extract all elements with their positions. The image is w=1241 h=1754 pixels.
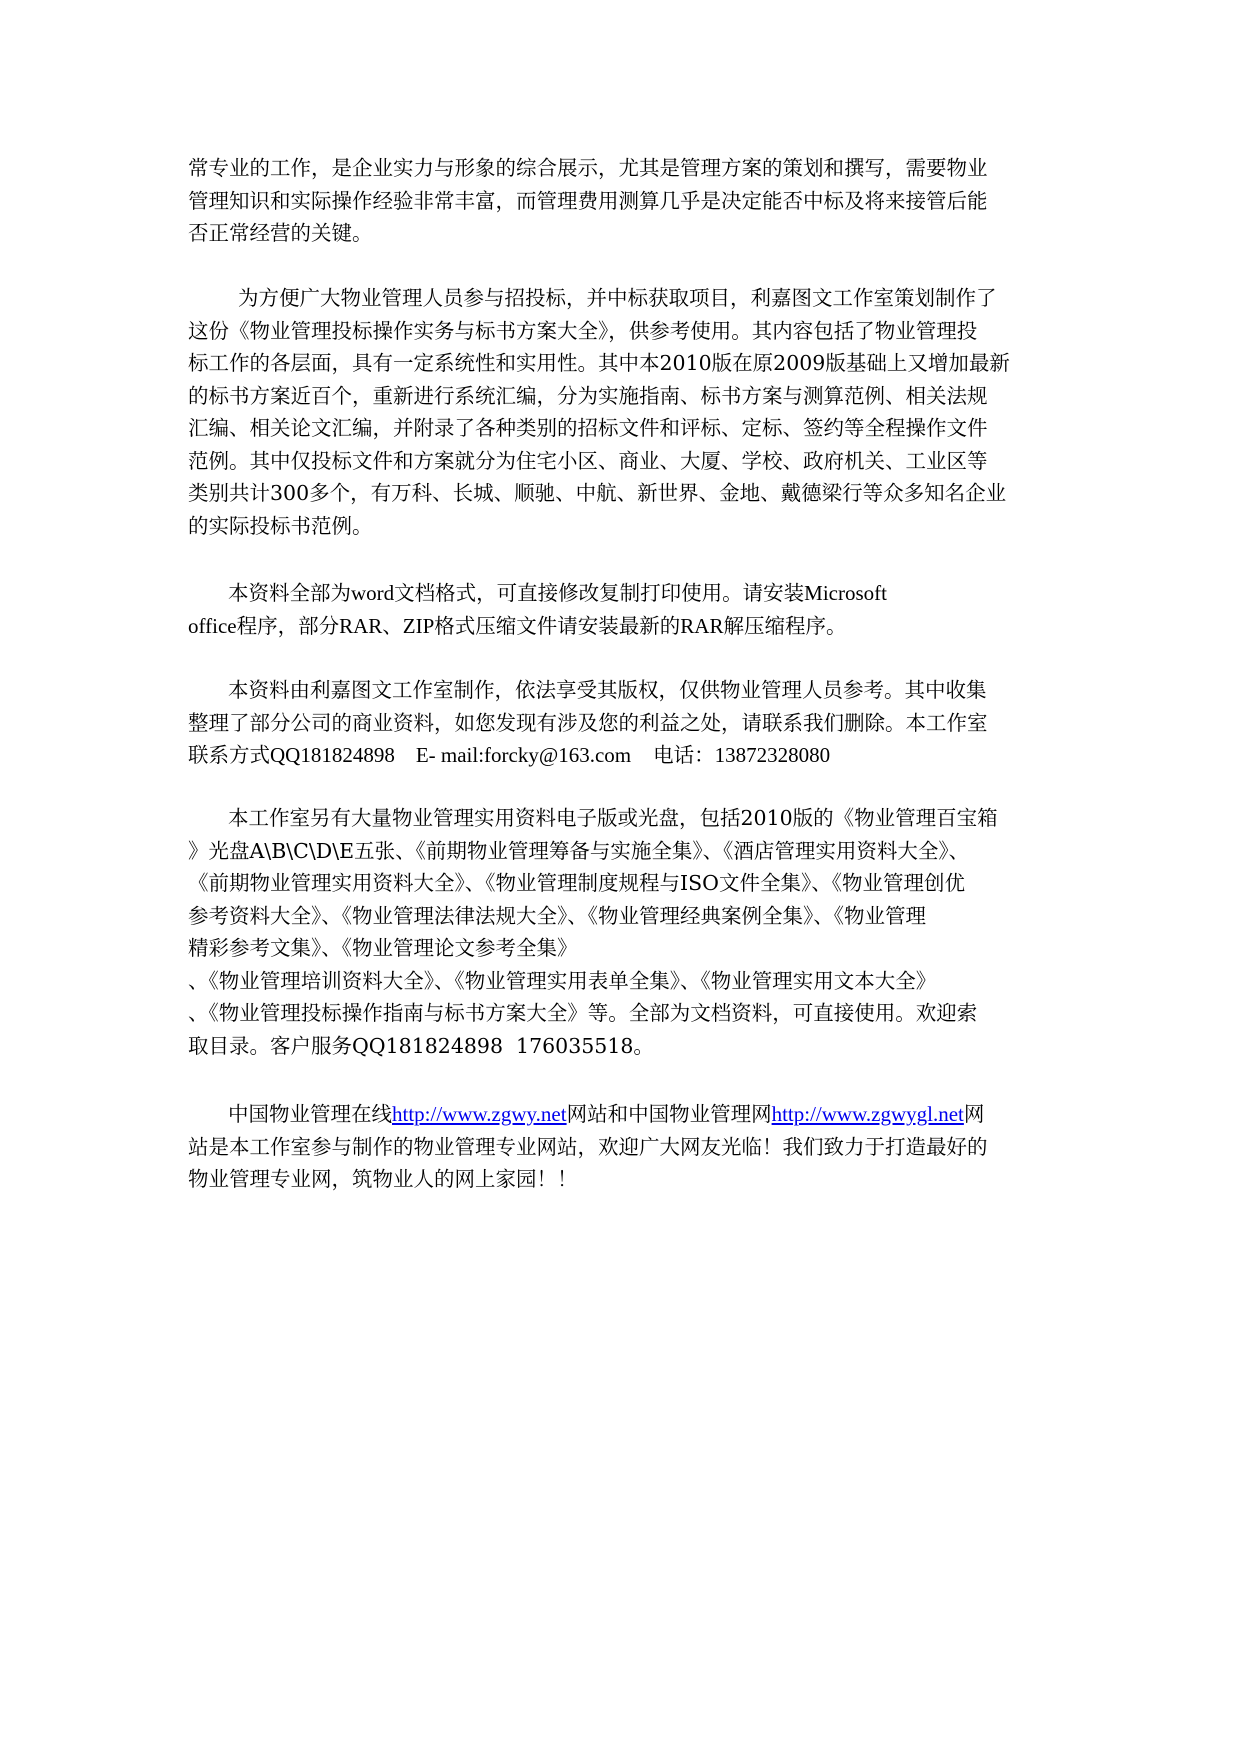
- text-line: 标工作的各层面，具有一定系统性和实用性。其中本2010版在原2009版基础上又增加最新: [188, 351, 1010, 375]
- text-line: 》光盘A\B\C\D\E五张、《前期物业管理筹备与实施全集》、《酒店管理实用资料大全》、: [188, 838, 970, 863]
- text-line: 常专业的工作，是企业实力与形象的综合展示，尤其是管理方案的策划和撰写，需要物业: [188, 156, 988, 180]
- text-line: 、《物业管理投标操作指南与标书方案大全》等。全部为文档资料，可直接使用。欢迎索: [188, 1001, 978, 1025]
- text-run: 解压缩程序。: [723, 613, 847, 638]
- text-line: 取目录。客户服务QQ181824898 176035518。: [188, 1033, 654, 1058]
- text-run: word: [351, 581, 395, 605]
- text-line: 物业管理专业网，筑物业人的网上家园！！: [188, 1167, 578, 1191]
- text-run: 程序，部分: [236, 613, 340, 638]
- text-run: office: [188, 613, 237, 638]
- text-line: 站是本工作室参与制作的物业管理专业网站，欢迎广大网友光临！我们致力于打造最好的: [188, 1134, 988, 1159]
- text-run: 电话：: [653, 743, 715, 767]
- paragraph-collection-description: [188, 282, 1068, 542]
- website-link-zgwy[interactable]: http://www.zgwy.net: [392, 1102, 567, 1126]
- text-run: 文档格式，可直接修改复制打印使用。请安装: [394, 581, 805, 605]
- text-line: 管理知识和实际操作经验非常丰富，而管理费用测算几乎是决定能否中标及将来接管后能: [188, 188, 988, 213]
- text-line: 参考资料大全》、《物业管理法律法规大全》、《物业管理经典案例全集》、《物业管理: [188, 903, 926, 928]
- text-line: 范例。其中仅投标文件和方案就分为住宅小区、商业、大厦、学校、政府机关、工业区等: [188, 448, 988, 473]
- paragraph-file-format-notice: [188, 577, 1068, 642]
- text-run: 本资料全部为: [228, 581, 351, 605]
- text-run: 网站和中国物业管理网: [566, 1102, 772, 1126]
- text-line: 否正常经营的关键。: [188, 221, 373, 245]
- text-line: 本工作室另有大量物业管理实用资料电子版或光盘，包括2010版的《物业管理百宝箱: [228, 806, 998, 830]
- text-run: 格式压缩文件请安装最新的: [434, 613, 681, 638]
- paragraph-websites: [188, 1098, 1068, 1196]
- paragraph-other-products: [188, 802, 1068, 1062]
- text-line: 的标书方案近百个，重新进行系统汇编，分为实施指南、标书方案与测算范例、相关法规: [188, 383, 988, 408]
- text-line: 为方便广大物业管理人员参与招投标，并中标获取项目，利嘉图文工作室策划制作了: [238, 286, 997, 310]
- contact-info: QQ181824898 E- mail:forcky@163.com: [270, 743, 632, 767]
- text-line: 精彩参考文集》、《物业管理论文参考全集》: [188, 936, 578, 960]
- text-line: 类别共计300多个，有万科、长城、顺驰、中航、新世界、金地、戴德梁行等众多知名企业: [188, 481, 1007, 505]
- text-run: 中国物业管理在线: [228, 1102, 392, 1126]
- text-run: RAR: [680, 613, 724, 638]
- text-line: 汇编、相关论文汇编，并附录了各种类别的招标文件和评标、定标、签约等全程操作文件: [188, 416, 988, 440]
- paragraph-copyright-contact: [188, 674, 1068, 772]
- text-line: 《前期物业管理实用资料大全》、《物业管理制度规程与ISO文件全集》、《物业管理创优: [188, 871, 965, 895]
- text-run: Microsoft: [804, 581, 887, 605]
- website-link-zgwygl[interactable]: http://www.zgwygl.net: [771, 1102, 964, 1126]
- text-line: [188, 577, 1068, 610]
- text-run: 、: [382, 613, 403, 638]
- text-line: 这份《物业管理投标操作实务与标书方案大全》，供参考使用。其内容包括了物业管理投: [188, 318, 978, 343]
- text-run: ZIP: [402, 613, 435, 638]
- text-line: 整理了部分公司的商业资料，如您发现有涉及您的利益之处，请联系我们删除。本工作室: [188, 710, 988, 735]
- paragraph-intro-continuation: [188, 152, 1068, 250]
- text-line: [188, 739, 1068, 772]
- text-run: RAR: [339, 613, 383, 638]
- text-line: 本资料由利嘉图文工作室制作，依法享受其版权，仅供物业管理人员参考。其中收集: [228, 678, 987, 702]
- text-line: 的实际投标书范例。: [188, 513, 373, 538]
- text-run: 联系方式: [188, 743, 270, 767]
- text-line: [188, 1098, 1068, 1131]
- text-line: [188, 610, 1068, 643]
- text-line: 、《物业管理培训资料大全》、《物业管理实用表单全集》、《物业管理实用文本大全》: [188, 968, 937, 993]
- phone-number: 13872328080: [714, 743, 831, 767]
- text-run: 网: [963, 1102, 985, 1126]
